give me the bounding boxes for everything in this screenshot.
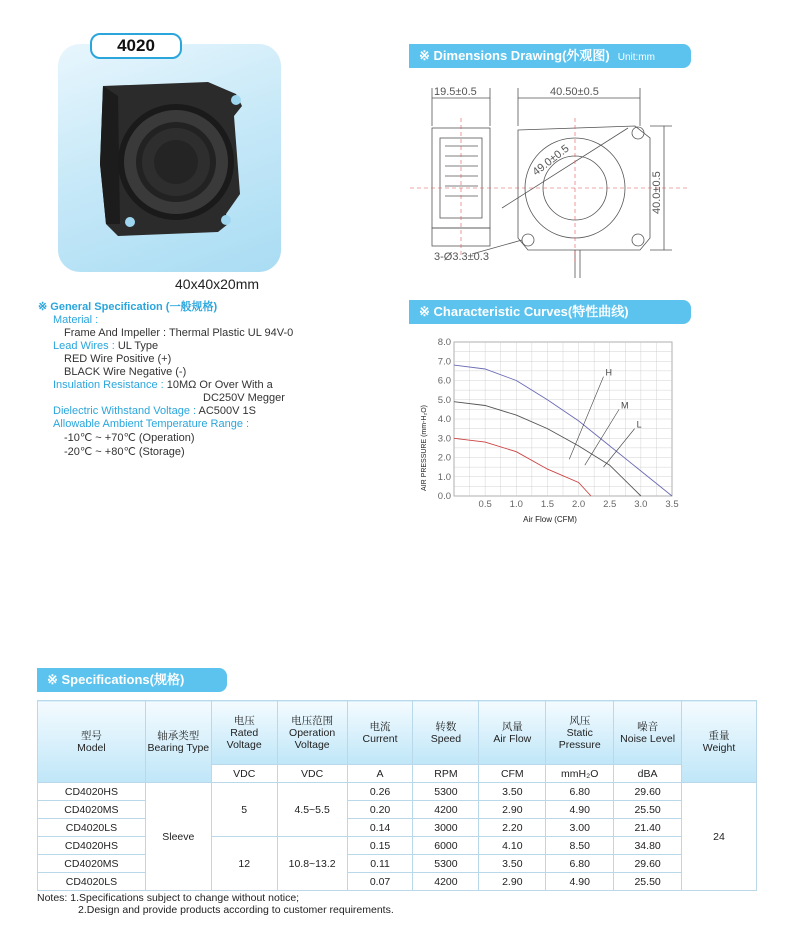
lead-wires-value: UL Type <box>117 340 159 352</box>
chart-y-tick: 3.0 <box>437 433 451 445</box>
column-header-zh: 电压范围 <box>291 714 334 727</box>
column-header-zh: 轴承类型 <box>157 729 200 742</box>
column-header-en: Rated Voltage <box>226 726 262 751</box>
airflow-cell: 4.10 <box>479 837 546 855</box>
airflow-cell: 2.90 <box>479 873 546 891</box>
column-unit: mmH₂O <box>546 765 614 783</box>
column-header <box>211 701 277 765</box>
column-header-en: Noise Level <box>620 732 676 745</box>
lead-wires-key: Lead Wires : <box>53 340 115 352</box>
chart-series-label: M <box>621 400 629 411</box>
chart-x-tick: 1.0 <box>509 499 523 510</box>
current-cell: 0.26 <box>347 783 413 801</box>
static-pressure-cell: 4.90 <box>546 801 614 819</box>
current-cell: 0.15 <box>347 837 413 855</box>
column-header-zh: 转数 <box>435 720 457 733</box>
chart-series-leader <box>585 409 619 465</box>
speed-cell: 5300 <box>413 783 479 801</box>
model-cell: CD4020LS <box>38 873 146 891</box>
chart-series-label: H <box>605 367 612 378</box>
dim-width-front: 40.50±0.5 <box>550 86 599 98</box>
dim-holes: 3-Ø3.3±0.3 <box>434 251 489 263</box>
column-header-en: Current <box>362 732 398 745</box>
dimensions-header <box>409 44 691 68</box>
column-header-zh: 型号 <box>80 729 102 742</box>
column-header <box>413 701 479 765</box>
current-cell: 0.07 <box>347 873 413 891</box>
table-row <box>38 783 757 801</box>
static-pressure-cell: 6.80 <box>546 855 614 873</box>
model-tab: 4020 <box>90 33 182 59</box>
chart-x-tick: 3.0 <box>634 499 648 510</box>
column-header-en: Weight <box>702 741 736 754</box>
characteristic-chart <box>410 330 700 530</box>
rated-voltage-cell: 5 <box>211 783 277 837</box>
column-header-zh: 重量 <box>708 729 730 742</box>
operation-voltage-cell: 4.5~5.5 <box>277 783 347 837</box>
red-wire: RED Wire Positive (+) <box>64 353 172 365</box>
airflow-cell: 2.90 <box>479 801 546 819</box>
column-header-zh: 电压 <box>233 714 255 727</box>
chart-x-label: Air Flow (CFM) <box>523 515 577 524</box>
dim-height: 40.0±0.5 <box>651 171 663 214</box>
material-key: Material : <box>53 314 99 326</box>
dielectric-key: Dielectric Withstand Voltage : <box>53 405 197 417</box>
insulation-key: Insulation Resistance : <box>53 379 164 391</box>
chart-x-tick: 2.5 <box>603 499 617 510</box>
insulation-value: 10MΩ Or Over With a <box>166 379 273 391</box>
model-cell: CD4020HS <box>38 837 146 855</box>
chart-series-label: L <box>636 419 642 430</box>
specifications-header: ※ Specifications(规格) <box>37 668 227 692</box>
chart-y-label: AIR PRESSURE (mm-H₂O) <box>421 405 428 491</box>
column-header-zh: 电流 <box>369 720 391 733</box>
static-pressure-cell: 4.90 <box>546 873 614 891</box>
operation-voltage-cell: 10.8~13.2 <box>277 837 347 891</box>
general-spec-list <box>53 314 293 459</box>
column-header <box>38 701 146 783</box>
column-header-en: Operation Voltage <box>289 726 336 751</box>
model-cell: CD4020MS <box>38 801 146 819</box>
temperature-key: Allowable Ambient Temperature Range : <box>53 418 250 430</box>
dim-width-side: 19.5±0.5 <box>434 86 477 98</box>
weight-cell: 24 <box>682 783 757 891</box>
noise-cell: 29.60 <box>614 783 682 801</box>
model-cell: CD4020HS <box>38 783 146 801</box>
chart-y-tick: 1.0 <box>437 471 451 483</box>
noise-cell: 25.50 <box>614 873 682 891</box>
dielectric-value: AC500V 1S <box>198 405 257 417</box>
temperature-storage: -20℃ ~ +80℃ (Storage) <box>64 446 185 458</box>
bearing-cell: Sleeve <box>145 783 211 891</box>
speed-cell: 3000 <box>413 819 479 837</box>
dimensions-header-title: ※ Dimensions Drawing(外观图) <box>419 48 610 63</box>
static-pressure-cell: 8.50 <box>546 837 614 855</box>
column-unit: VDC <box>277 765 347 783</box>
dimensions-drawing <box>410 78 710 283</box>
airflow-cell: 2.20 <box>479 819 546 837</box>
column-unit: RPM <box>413 765 479 783</box>
column-header <box>614 701 682 765</box>
rated-voltage-cell: 12 <box>211 837 277 891</box>
fan-photo <box>58 44 281 272</box>
static-pressure-cell: 6.80 <box>546 783 614 801</box>
speed-cell: 4200 <box>413 801 479 819</box>
chart-y-tick: 6.0 <box>437 375 451 387</box>
column-header-en: Model <box>77 741 106 754</box>
speed-cell: 6000 <box>413 837 479 855</box>
chart-y-tick: 4.0 <box>437 414 451 425</box>
column-unit: dBA <box>614 765 682 783</box>
column-unit: A <box>347 765 413 783</box>
column-header <box>546 701 614 765</box>
airflow-cell: 3.50 <box>479 783 546 801</box>
size-text: 40x40x20mm <box>175 276 260 292</box>
general-spec-title: ※ General Specification (一般规格) <box>38 301 218 313</box>
model-cell: CD4020LS <box>38 819 146 837</box>
dim-diagonal: 49.0±0.5 <box>530 142 572 179</box>
curves-header: ※ Characteristic Curves(特性曲线) <box>409 300 691 324</box>
noise-cell: 21.40 <box>614 819 682 837</box>
speed-cell: 4200 <box>413 873 479 891</box>
current-cell: 0.11 <box>347 855 413 873</box>
column-header-en: Bearing Type <box>147 741 210 754</box>
note-line-1: Notes: 1.Specifications subject to change without notice; <box>37 892 300 904</box>
current-cell: 0.20 <box>347 801 413 819</box>
chart-y-tick: 8.0 <box>437 337 451 348</box>
noise-cell: 29.60 <box>614 855 682 873</box>
chart-y-tick: 5.0 <box>437 394 451 406</box>
model-cell: CD4020MS <box>38 855 146 873</box>
chart-y-tick: 0.0 <box>437 491 451 502</box>
column-header-zh: 风压 <box>569 714 591 727</box>
noise-cell: 25.50 <box>614 801 682 819</box>
airflow-cell: 3.50 <box>479 855 546 873</box>
static-pressure-cell: 3.00 <box>546 819 614 837</box>
specifications-table <box>37 700 757 891</box>
column-header-zh: 噪音 <box>637 720 659 733</box>
column-unit: CFM <box>479 765 546 783</box>
chart-x-tick: 3.5 <box>665 499 679 510</box>
column-header <box>347 701 413 765</box>
column-unit: VDC <box>211 765 277 783</box>
insulation-value-2: DC250V Megger <box>203 392 285 404</box>
column-header <box>145 701 211 783</box>
speed-cell: 5300 <box>413 855 479 873</box>
chart-x-tick: 0.5 <box>478 499 492 510</box>
black-wire: BLACK Wire Negative (-) <box>64 366 187 378</box>
notes <box>37 892 394 916</box>
table-header-row <box>38 701 757 765</box>
note-line-2: 2.Design and provide products according to customer requirements. <box>78 904 394 916</box>
column-header <box>682 701 757 783</box>
chart-y-tick: 2.0 <box>437 452 451 464</box>
chart-x-tick: 1.5 <box>540 499 555 510</box>
dimensions-unit: Unit:mm <box>617 52 655 63</box>
column-header-en: Static Pressure <box>558 726 601 751</box>
column-header <box>479 701 546 765</box>
column-header-en: Air Flow <box>493 732 532 745</box>
column-header-en: Speed <box>430 732 462 745</box>
chart-y-tick: 7.0 <box>437 356 451 368</box>
current-cell: 0.14 <box>347 819 413 837</box>
column-header <box>277 701 347 765</box>
material-value: Frame And Impeller : Thermal Plastic UL 94V-0 <box>64 327 294 339</box>
chart-x-tick: 2.0 <box>571 499 586 510</box>
temperature-operation: -10℃ ~ +70℃ (Operation) <box>64 432 195 444</box>
noise-cell: 34.80 <box>614 837 682 855</box>
product-photo-card <box>58 44 281 272</box>
column-header-zh: 风量 <box>501 720 523 733</box>
